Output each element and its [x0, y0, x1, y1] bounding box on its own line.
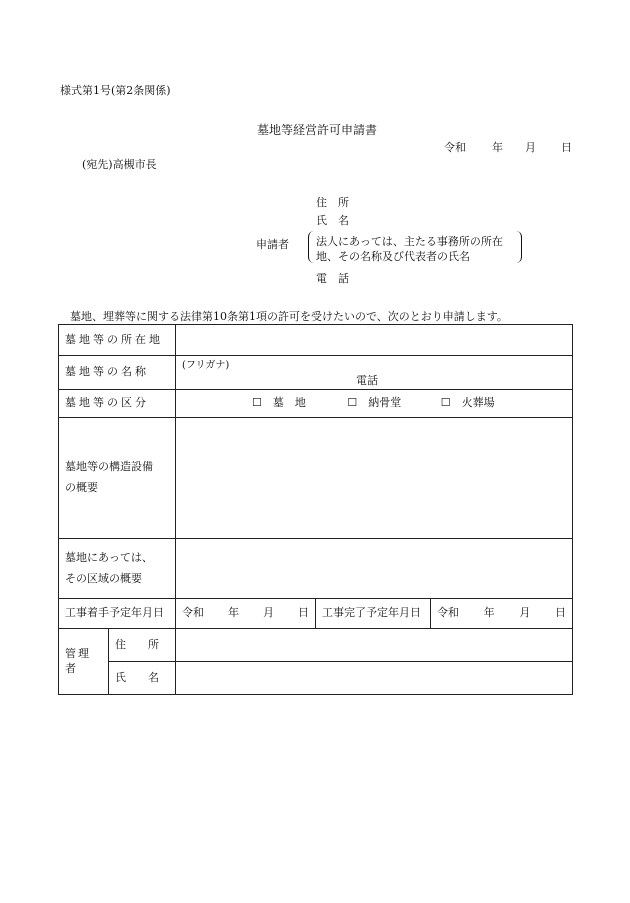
- application-table: [58, 324, 573, 695]
- category-option-ossuary[interactable]: ☐ 納骨堂: [347, 396, 402, 410]
- name-label: 墓地等の名称: [59, 356, 176, 390]
- date-year: 年: [492, 141, 503, 154]
- category-label: 墓地等の区分: [59, 390, 176, 418]
- area-label: [59, 539, 176, 599]
- start-date-era: 令和: [182, 606, 204, 620]
- form-code: 様式第1号(第2条関係): [60, 84, 171, 97]
- area-label-line1: 墓地にあっては、: [65, 550, 153, 564]
- date-day: 日: [561, 141, 572, 154]
- end-date-era: 令和: [437, 606, 459, 620]
- date-month: 月: [525, 141, 536, 154]
- table-row-location: [59, 325, 573, 356]
- start-date-label: 工事着手予定年月日: [59, 599, 176, 629]
- table-row-structure: [59, 418, 573, 539]
- table-row-area: [59, 539, 573, 599]
- location-label: 墓地等の所在地: [59, 325, 176, 356]
- table-row-name: [59, 356, 573, 390]
- end-date-label: 工事完了予定年月日: [316, 599, 431, 629]
- applicant-note-line2: 地、その名称及び代表者の氏名: [316, 250, 470, 263]
- applicant-address-label: 住 所: [316, 196, 349, 209]
- structure-field[interactable]: [176, 418, 573, 539]
- end-date-month: 月: [519, 606, 531, 620]
- date-era: 令和: [444, 141, 466, 154]
- manager-address-label: 住 所: [109, 629, 176, 662]
- category-option-crematorium[interactable]: ☐ 火葬場: [440, 396, 495, 410]
- structure-label-line2: の概要: [65, 481, 98, 494]
- table-row-manager-address: [59, 629, 573, 662]
- start-date-field[interactable]: [176, 599, 316, 629]
- table-row-category: [59, 390, 573, 418]
- start-date-month: 月: [263, 606, 274, 620]
- location-field[interactable]: [176, 325, 573, 356]
- name-phone-label: 電話: [356, 374, 378, 387]
- name-field[interactable]: [176, 356, 573, 390]
- category-option-cemetery[interactable]: ☐ 墓 地: [252, 396, 306, 410]
- manager-name-field[interactable]: [176, 662, 573, 695]
- manager-address-field[interactable]: [176, 629, 573, 662]
- applicant-phone-label: 電 話: [316, 272, 349, 285]
- furigana-label: (フリガナ): [182, 360, 230, 371]
- table-row-dates: [59, 599, 573, 629]
- applicant-note-line1: 法人にあっては、主たる事務所の所在: [316, 235, 503, 248]
- applicant-label: 申請者: [256, 238, 289, 251]
- applicant-name-label: 氏 名: [316, 214, 349, 227]
- start-date-day: 日: [298, 606, 309, 620]
- table-row-manager-name: [59, 662, 573, 695]
- application-statement: 墓地、埋葬等に関する法律第10条第1項の許可を受けたいので、次のとおり申請します。: [70, 310, 508, 323]
- structure-label-line1: 墓地等の構造設備: [65, 460, 153, 474]
- area-label-line2: その区域の概要: [65, 571, 142, 585]
- end-date-field[interactable]: [431, 599, 573, 629]
- manager-label: 管理者: [59, 629, 109, 695]
- manager-name-label: 氏 名: [109, 662, 176, 695]
- category-options: [176, 390, 573, 418]
- end-date-year: 年: [483, 606, 495, 620]
- applicant-note-bracket: [308, 231, 522, 263]
- area-field[interactable]: [176, 539, 573, 599]
- form-title: 墓地等経営許可申請書: [257, 123, 378, 137]
- start-date-year: 年: [228, 606, 239, 620]
- structure-label: [59, 418, 176, 539]
- end-date-day: 日: [555, 606, 567, 620]
- addressee: (宛先)高槻市長: [82, 158, 157, 171]
